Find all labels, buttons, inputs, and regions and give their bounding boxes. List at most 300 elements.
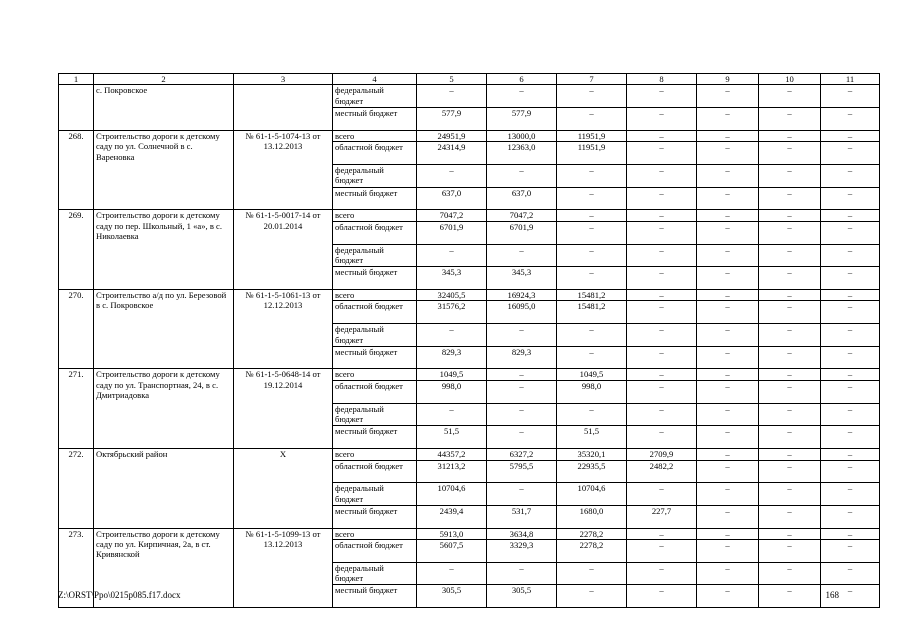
value-text: 345,3 [511, 267, 532, 278]
funding-source: областной бюджет [333, 540, 417, 563]
value-text: – [787, 221, 792, 232]
value-cell [627, 449, 697, 461]
value-text: 6701,9 [439, 221, 464, 232]
table-row [59, 528, 880, 540]
value-cell [487, 483, 557, 506]
value-cell [417, 380, 487, 403]
value-cell [627, 301, 697, 324]
value-text: – [787, 142, 792, 153]
value-text: 7047,2 [439, 210, 464, 221]
value-text: – [519, 85, 524, 96]
value-text: 1680,0 [579, 505, 604, 516]
value-cell [417, 460, 487, 483]
value-text: – [659, 187, 664, 198]
value-text: – [659, 108, 664, 119]
funding-source: всего [333, 210, 417, 222]
value-cell [759, 540, 821, 563]
value-cell [417, 528, 487, 540]
value-cell [697, 85, 759, 108]
value-cell [821, 483, 880, 506]
value-text: – [847, 483, 853, 494]
value-cell [557, 449, 627, 461]
row-number [59, 85, 94, 130]
value-cell [627, 187, 697, 210]
funding-source: областной бюджет [333, 221, 417, 244]
value-cell [759, 460, 821, 483]
value-cell [697, 130, 759, 142]
value-text: 305,5 [511, 585, 532, 596]
value-text: – [787, 187, 792, 198]
value-cell [417, 130, 487, 142]
value-text: – [589, 221, 594, 232]
value-cell [627, 221, 697, 244]
object-name: Строительство дороги к детскому саду по ул. Солнечной в с. Вареновка [94, 130, 234, 210]
row-number: 271. [59, 369, 94, 449]
value-text: – [787, 324, 792, 335]
value-text: 5607,5 [439, 540, 464, 551]
value-text: – [449, 324, 454, 335]
row-number: 270. [59, 289, 94, 369]
value-cell [759, 403, 821, 426]
value-text: – [659, 221, 664, 232]
document-ref: № 61-1-5-1074-13 от 13.12.2013 [234, 130, 333, 210]
value-text: – [787, 369, 792, 380]
value-text: – [659, 324, 664, 335]
value-text: – [659, 369, 664, 380]
value-text: – [659, 346, 664, 357]
value-cell [627, 540, 697, 563]
value-text: – [847, 187, 853, 198]
value-text: – [659, 380, 664, 391]
value-cell [821, 505, 880, 528]
value-cell [627, 108, 697, 131]
value-cell [627, 346, 697, 369]
funding-source: местный бюджет [333, 346, 417, 369]
value-cell [697, 187, 759, 210]
value-cell [697, 540, 759, 563]
value-text: – [787, 130, 792, 141]
value-text: 24314,9 [437, 142, 466, 153]
value-text: – [787, 244, 792, 255]
value-cell [557, 130, 627, 142]
value-text: – [659, 403, 664, 414]
object-name: Строительство дороги к детскому саду по ул. Кирпичная, 2а, в ст. Кривянской [94, 528, 234, 608]
object-name: Октябрьский район [94, 449, 234, 529]
value-text: 2439,4 [439, 505, 464, 516]
value-cell [557, 164, 627, 187]
value-cell [759, 164, 821, 187]
value-text: – [519, 426, 524, 437]
funding-source: федеральный бюджет [333, 324, 417, 347]
value-cell [557, 460, 627, 483]
value-text: – [725, 403, 730, 414]
row-number: 268. [59, 130, 94, 210]
value-text: – [589, 585, 594, 596]
value-cell [557, 483, 627, 506]
value-text: – [725, 426, 730, 437]
value-cell [697, 210, 759, 222]
value-cell [627, 244, 697, 267]
value-text: 5795,5 [509, 460, 534, 471]
row-number: 273. [59, 528, 94, 608]
funding-source: всего [333, 528, 417, 540]
value-text: 5913,0 [439, 528, 464, 539]
value-cell [557, 324, 627, 347]
value-cell [697, 403, 759, 426]
value-text: – [659, 164, 664, 175]
value-text: – [589, 210, 594, 221]
value-cell [759, 528, 821, 540]
value-text: – [725, 85, 730, 96]
value-cell [417, 221, 487, 244]
value-cell [487, 324, 557, 347]
column-header: 10 [759, 74, 821, 85]
value-cell [697, 324, 759, 347]
value-cell [487, 460, 557, 483]
value-cell [487, 164, 557, 187]
column-header: 5 [417, 74, 487, 85]
value-text: – [589, 346, 594, 357]
value-text: 2709,9 [649, 449, 674, 460]
value-text: 6327,2 [509, 449, 534, 460]
value-text: 2278,2 [579, 540, 604, 551]
value-cell [627, 426, 697, 449]
value-text: – [725, 505, 730, 516]
value-cell [697, 426, 759, 449]
document-ref [234, 85, 333, 130]
value-cell [697, 108, 759, 131]
value-cell [557, 562, 627, 585]
value-cell [557, 505, 627, 528]
value-text: – [847, 426, 853, 437]
value-cell [557, 210, 627, 222]
value-cell [417, 585, 487, 608]
value-text: – [589, 164, 594, 175]
value-cell [557, 380, 627, 403]
value-text: 2482,2 [649, 460, 674, 471]
value-text: – [659, 267, 664, 278]
value-cell [821, 324, 880, 347]
table-row [59, 449, 880, 461]
value-cell [759, 449, 821, 461]
value-cell [487, 346, 557, 369]
value-text: – [659, 585, 664, 596]
value-cell [627, 324, 697, 347]
table-row [59, 85, 880, 108]
value-text: – [725, 164, 730, 175]
value-text: 637,0 [441, 187, 462, 198]
value-cell [697, 301, 759, 324]
value-text: 998,0 [581, 380, 602, 391]
value-text: – [847, 221, 853, 232]
header-row [59, 74, 880, 85]
value-cell [487, 221, 557, 244]
value-cell [557, 403, 627, 426]
value-text: 3634,8 [509, 528, 534, 539]
value-text: – [847, 301, 853, 312]
value-cell [627, 85, 697, 108]
value-text: 16924,3 [507, 289, 536, 300]
value-cell [821, 221, 880, 244]
document-ref: № 61-1-5-1061-13 от 12.12.2013 [234, 289, 333, 369]
value-text: – [787, 267, 792, 278]
value-text: – [787, 108, 792, 119]
value-text: – [787, 301, 792, 312]
value-text: – [449, 164, 454, 175]
value-cell [821, 562, 880, 585]
funding-source: всего [333, 289, 417, 301]
value-text: – [787, 505, 792, 516]
value-text: – [519, 562, 524, 573]
value-cell [487, 505, 557, 528]
value-text: – [847, 346, 853, 357]
value-text: – [725, 528, 730, 539]
value-text: 31213,2 [437, 460, 466, 471]
value-text: – [659, 210, 664, 221]
object-name: Строительство а/д по ул. Березовой в с. Покровское [94, 289, 234, 369]
value-text: – [519, 380, 524, 391]
value-text: – [589, 562, 594, 573]
value-cell [417, 289, 487, 301]
value-cell [487, 85, 557, 108]
value-text: – [659, 244, 664, 255]
table-row [59, 369, 880, 381]
value-text: – [725, 460, 730, 471]
value-cell [759, 85, 821, 108]
value-cell [627, 505, 697, 528]
value-cell [821, 449, 880, 461]
value-cell [417, 108, 487, 131]
column-header: 3 [234, 74, 333, 85]
funding-source: федеральный бюджет [333, 562, 417, 585]
value-text: – [659, 528, 664, 539]
value-cell [759, 108, 821, 131]
value-cell [821, 130, 880, 142]
value-cell [759, 130, 821, 142]
value-text: – [589, 324, 594, 335]
value-text: – [787, 460, 792, 471]
funding-source: федеральный бюджет [333, 85, 417, 108]
value-cell [697, 380, 759, 403]
value-text: – [787, 289, 792, 300]
value-cell [557, 244, 627, 267]
funding-source: областной бюджет [333, 142, 417, 165]
value-text: 13000,0 [507, 130, 536, 141]
value-cell [759, 267, 821, 290]
row-number: 269. [59, 210, 94, 290]
funding-source: местный бюджет [333, 108, 417, 131]
value-text: – [519, 369, 524, 380]
value-cell [821, 187, 880, 210]
value-cell [487, 142, 557, 165]
value-cell [821, 540, 880, 563]
value-cell [627, 289, 697, 301]
value-text: – [847, 460, 853, 471]
funding-source: местный бюджет [333, 267, 417, 290]
funding-source: федеральный бюджет [333, 164, 417, 187]
object-name: с. Покровское [94, 85, 234, 130]
value-cell [697, 346, 759, 369]
budget-table [58, 73, 880, 608]
value-cell [417, 244, 487, 267]
value-text: 1049,5 [439, 369, 464, 380]
value-text: – [725, 585, 730, 596]
value-cell [417, 142, 487, 165]
value-cell [557, 289, 627, 301]
value-cell [627, 210, 697, 222]
value-cell [417, 324, 487, 347]
value-text: – [725, 244, 730, 255]
value-text: – [725, 210, 730, 221]
value-text: – [787, 380, 792, 391]
value-cell [487, 562, 557, 585]
value-text: – [725, 483, 730, 494]
value-text: 12363,0 [507, 142, 536, 153]
column-header: 7 [557, 74, 627, 85]
value-cell [417, 483, 487, 506]
value-cell [557, 85, 627, 108]
value-text: – [725, 346, 730, 357]
value-cell [759, 426, 821, 449]
value-text: 829,3 [441, 346, 462, 357]
value-cell [759, 221, 821, 244]
value-cell [557, 540, 627, 563]
document-ref: Х [234, 449, 333, 529]
object-name: Строительство дороги к детскому саду по ул. Транспортная, 24, в с. Дмитриадовка [94, 369, 234, 449]
value-cell [821, 142, 880, 165]
value-text: – [787, 210, 792, 221]
document-ref: № 61-1-5-1099-13 от 13.12.2013 [234, 528, 333, 608]
value-cell [759, 369, 821, 381]
column-header: 11 [821, 74, 880, 85]
value-cell [821, 164, 880, 187]
value-text: – [589, 267, 594, 278]
value-cell [759, 244, 821, 267]
value-text: – [449, 85, 454, 96]
value-cell [487, 108, 557, 131]
value-cell [417, 187, 487, 210]
value-cell [417, 164, 487, 187]
column-header: 2 [94, 74, 234, 85]
value-cell [417, 346, 487, 369]
value-cell [821, 460, 880, 483]
value-text: – [847, 130, 853, 141]
value-text: – [847, 244, 853, 255]
value-text: – [847, 267, 853, 278]
value-text: 51,5 [583, 426, 600, 437]
value-text: – [725, 187, 730, 198]
value-cell [759, 187, 821, 210]
value-text: 227,7 [651, 505, 672, 516]
funding-source: областной бюджет [333, 460, 417, 483]
value-cell [697, 369, 759, 381]
value-text: – [725, 108, 730, 119]
value-text: – [847, 324, 853, 335]
value-text: – [725, 380, 730, 391]
value-text: – [589, 187, 594, 198]
column-header: 1 [59, 74, 94, 85]
value-text: – [589, 403, 594, 414]
value-cell [759, 483, 821, 506]
value-text: 345,3 [441, 267, 462, 278]
value-cell [557, 187, 627, 210]
value-cell [697, 483, 759, 506]
value-cell [487, 426, 557, 449]
value-text: – [787, 483, 792, 494]
table-row [59, 210, 880, 222]
value-cell [557, 528, 627, 540]
value-text: 3329,3 [509, 540, 534, 551]
value-cell [627, 403, 697, 426]
value-cell [821, 108, 880, 131]
value-cell [821, 301, 880, 324]
value-text: – [659, 483, 664, 494]
value-text: – [847, 449, 853, 460]
file-path: Z:\ORST\Ppo\0215p085.f17.docx [58, 590, 181, 600]
value-cell [487, 369, 557, 381]
table-row [59, 289, 880, 301]
value-cell [557, 267, 627, 290]
value-text: – [847, 403, 853, 414]
value-cell [557, 369, 627, 381]
value-cell [627, 528, 697, 540]
value-cell [487, 380, 557, 403]
value-cell [417, 562, 487, 585]
value-cell [417, 505, 487, 528]
value-cell [821, 267, 880, 290]
value-text: 305,5 [441, 585, 462, 596]
value-text: – [659, 85, 664, 96]
funding-source: всего [333, 449, 417, 461]
value-cell [821, 85, 880, 108]
value-cell [557, 221, 627, 244]
value-cell [417, 301, 487, 324]
value-text: – [847, 505, 853, 516]
funding-source: всего [333, 369, 417, 381]
value-cell [697, 164, 759, 187]
value-text: – [847, 164, 853, 175]
value-text: 44357,2 [437, 449, 466, 460]
funding-source: местный бюджет [333, 426, 417, 449]
value-text: 1049,5 [579, 369, 604, 380]
value-cell [759, 562, 821, 585]
value-text: – [787, 403, 792, 414]
value-cell [697, 267, 759, 290]
value-cell [697, 244, 759, 267]
value-text: – [589, 108, 594, 119]
value-text: – [519, 483, 524, 494]
value-text: – [725, 324, 730, 335]
value-text: 15481,2 [577, 289, 606, 300]
value-text: – [847, 142, 853, 153]
value-cell [627, 380, 697, 403]
value-text: – [725, 562, 730, 573]
value-cell [697, 585, 759, 608]
object-name: Строительство дороги к детскому саду по пер. Школьный, 1 «а», в с. Николаевка [94, 210, 234, 290]
value-text: 6701,9 [509, 221, 534, 232]
value-text: – [659, 142, 664, 153]
funding-source: федеральный бюджет [333, 244, 417, 267]
value-text: – [725, 130, 730, 141]
value-cell [417, 85, 487, 108]
value-cell [627, 267, 697, 290]
value-text: 577,9 [441, 108, 462, 119]
value-text: 11951,9 [577, 142, 606, 153]
value-cell [697, 449, 759, 461]
value-text: – [449, 244, 454, 255]
value-cell [487, 540, 557, 563]
value-text: – [519, 244, 524, 255]
